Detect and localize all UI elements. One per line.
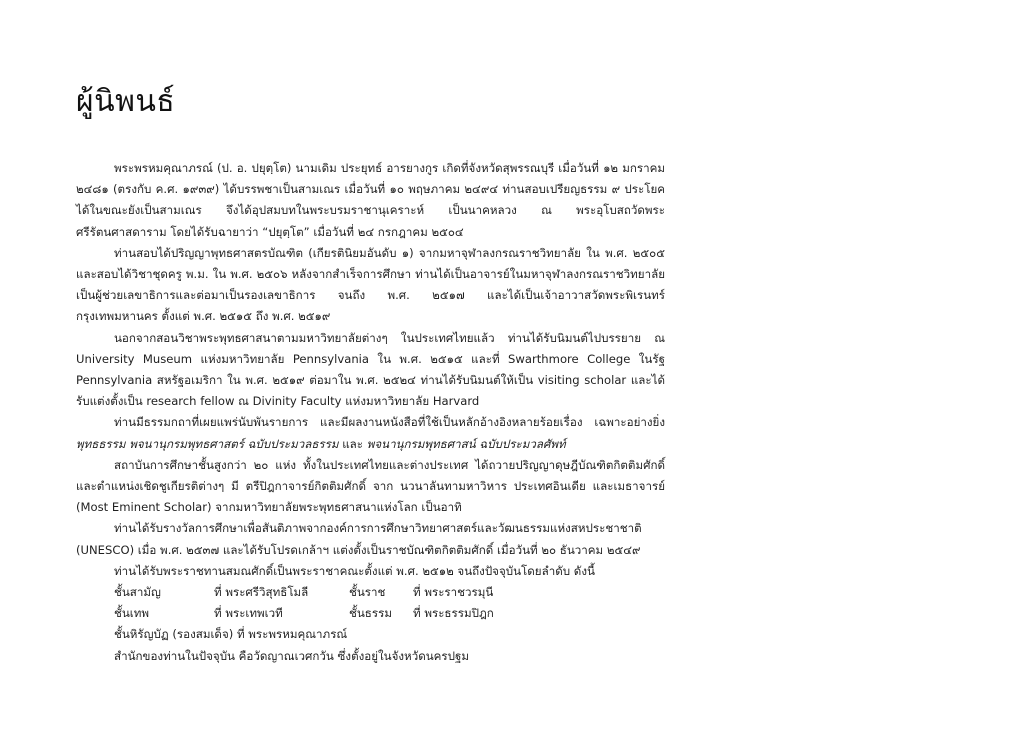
rank-last-line: ชั้นหิรัญบัฏ (รองสมเด็จ) ที่ พระพรหมคุณาภรณ์ bbox=[114, 627, 348, 642]
book-title-dictionary: พจนานุกรมพุทธศาสน์ ฉบับประมวลศัพท์ bbox=[366, 436, 566, 451]
paragraph-unesco-award: ท่านได้รับรางวัลการศึกษาเพื่อสันติภาพจากองค์การการศึกษาวิทยาศาสตร์และวัฒนธรรมแห่งสหประชาชาติ (UNESCO) เมื่อ พ.ศ. ๒๕๓๗ และได้รับโปรดเกล้าฯ แต่งตั้งเป็นราชบัณฑิตกิตติมศักดิ์ เมื่อวันที่ ๒๐ ธันวาคม ๒๕๔๙ bbox=[76, 521, 642, 557]
book-title-buddhadhamma: พุทธธรรม พจนานุกรมพุทธศาสตร์ ฉบับประมวลธรรม bbox=[76, 436, 339, 451]
rank-list bbox=[76, 582, 665, 667]
rank-title: ที่ พระธรรมปิฎก bbox=[413, 606, 494, 621]
works-intro-text: ท่านมีธรรมกถาที่เผยแพร่นับพันรายการ และมีผลงานหนังสือที่ใช้เป็นหลักอ้างอิงหลายร้อยเรื่อง เฉพาะอย่างยิ่ง bbox=[114, 415, 665, 430]
paragraph-early-life: พระพรหมคุณาภรณ์ (ป. อ. ปยุตฺโต) นามเดิม ประยุทธ์ อารยางกูร เกิดที่จังหวัดสุพรรณบุรี เมื่อวันที่ ๑๒ มกราคม ๒๔๘๑ (ตรงกับ ค.ศ. ๑๙๓๙) ได้บรรพชาเป็นสามเณร เมื่อวันที่ ๑๐ พฤษภาคม ๒๔๙๔ ท่านสอบเปรียญธรรม ๙ ประโยค ได้ในขณะยังเป็นสามเณร จึงได้อุปสมบทในพระบรมราชานุเคราะห์ เป็นนาคหลวง ณ พระอุโบสถวัดพระศรีรัตนศาสดาราม โดยได้รับฉายาว่า “ปยุตฺโต” เมื่อวันที่ ๒๔ กรกฎาคม ๒๕๐๔ bbox=[76, 161, 665, 239]
residence-line: สำนักของท่านในปัจจุบัน คือวัดญาณเวศกวัน ซึ่งตั้งอยู่ในจังหวัดนครปฐม bbox=[114, 648, 470, 663]
paragraph-honorary-degrees: สถาบันการศึกษาชั้นสูงกว่า ๒๐ แห่ง ทั้งในประเทศไทยและต่างประเทศ ได้ถวายปริญญาดุษฎีบัณฑิตกิตติมศักดิ์ และตำแหน่งเชิดชูเกียรติต่างๆ มี ตรีปิฎกาจารย์กิตติมศักดิ์ จาก นวนาลันทามหาวิหาร ประเทศอินเดีย และเมธาจารย์ (Most Eminent Scholar) จากมหาวิทยาลัยพระพุทธศาสนาแห่งโลก เป็นอาทิ bbox=[76, 457, 665, 515]
paragraph-international-teaching: นอกจากสอนวิชาพระพุทธศาสนาตามมหาวิทยาลัยต่างๆ ในประเทศไทยแล้ว ท่านได้รับนิมนต์ไปบรรยาย ณ University Museum แห่งมหาวิทยาลัย Pennsylvania ใน พ.ศ. ๒๕๑๕ และที่ Swarthmore College ในรัฐ Pennsylvania สหรัฐอเมริกา ใน พ.ศ. ๒๕๑๙ ต่อมาใน พ.ศ. ๒๕๒๔ ท่านได้รับนิมนต์ให้เป็น visiting scholar และได้รับแต่งตั้งเป็น research fellow ณ Divinity Faculty แห่งมหาวิทยาลัย Harvard bbox=[76, 330, 665, 409]
rank-title: ที่ พระเทพเวที bbox=[214, 606, 283, 621]
works-conjunction-text: และ bbox=[338, 436, 367, 451]
rank-level: ชั้นสามัญ bbox=[114, 585, 161, 600]
paragraph-works bbox=[76, 412, 665, 454]
page-title: ผู้นิพนธ์ bbox=[76, 84, 176, 119]
rank-title: ที่ พระราชวรมุนี bbox=[413, 585, 494, 600]
rank-level: ชั้นธรรม bbox=[349, 606, 392, 621]
paragraph-ecclesiastical-titles: ท่านได้รับพระราชทานสมณศักดิ์เป็นพระราชาคณะตั้งแต่ พ.ศ. ๒๕๑๒ จนถึงปัจจุบันโดยลำดับ ดังนี้ bbox=[114, 563, 595, 578]
biography-body bbox=[76, 158, 665, 667]
rank-row bbox=[76, 582, 665, 603]
rank-level: ชั้นเทพ bbox=[114, 606, 150, 621]
paragraph-education: ท่านสอบได้ปริญญาพุทธศาสตรบัณฑิต (เกียรตินิยมอันดับ ๑) จากมหาจุฬาลงกรณราชวิทยาลัย ใน พ.ศ. ๒๕๐๕ และสอบได้วิชาชุดครู พ.ม. ใน พ.ศ. ๒๕๐๖ หลังจากสำเร็จการศึกษา ท่านได้เป็นอาจารย์ในมหาจุฬาลงกรณราชวิทยาลัย เป็นผู้ช่วยเลขาธิการและต่อมาเป็นรองเลขาธิการ จนถึง พ.ศ. ๒๕๑๗ และได้เป็นเจ้าอาวาสวัดพระพิเรนทร์ กรุงเทพมหานคร ตั้งแต่ พ.ศ. ๒๕๑๕ ถึง พ.ศ. ๒๕๑๙ bbox=[76, 245, 665, 324]
rank-row bbox=[76, 603, 665, 624]
rank-level: ชั้นราช bbox=[349, 585, 386, 600]
rank-title: ที่ พระศรีวิสุทธิโมลี bbox=[214, 585, 309, 600]
